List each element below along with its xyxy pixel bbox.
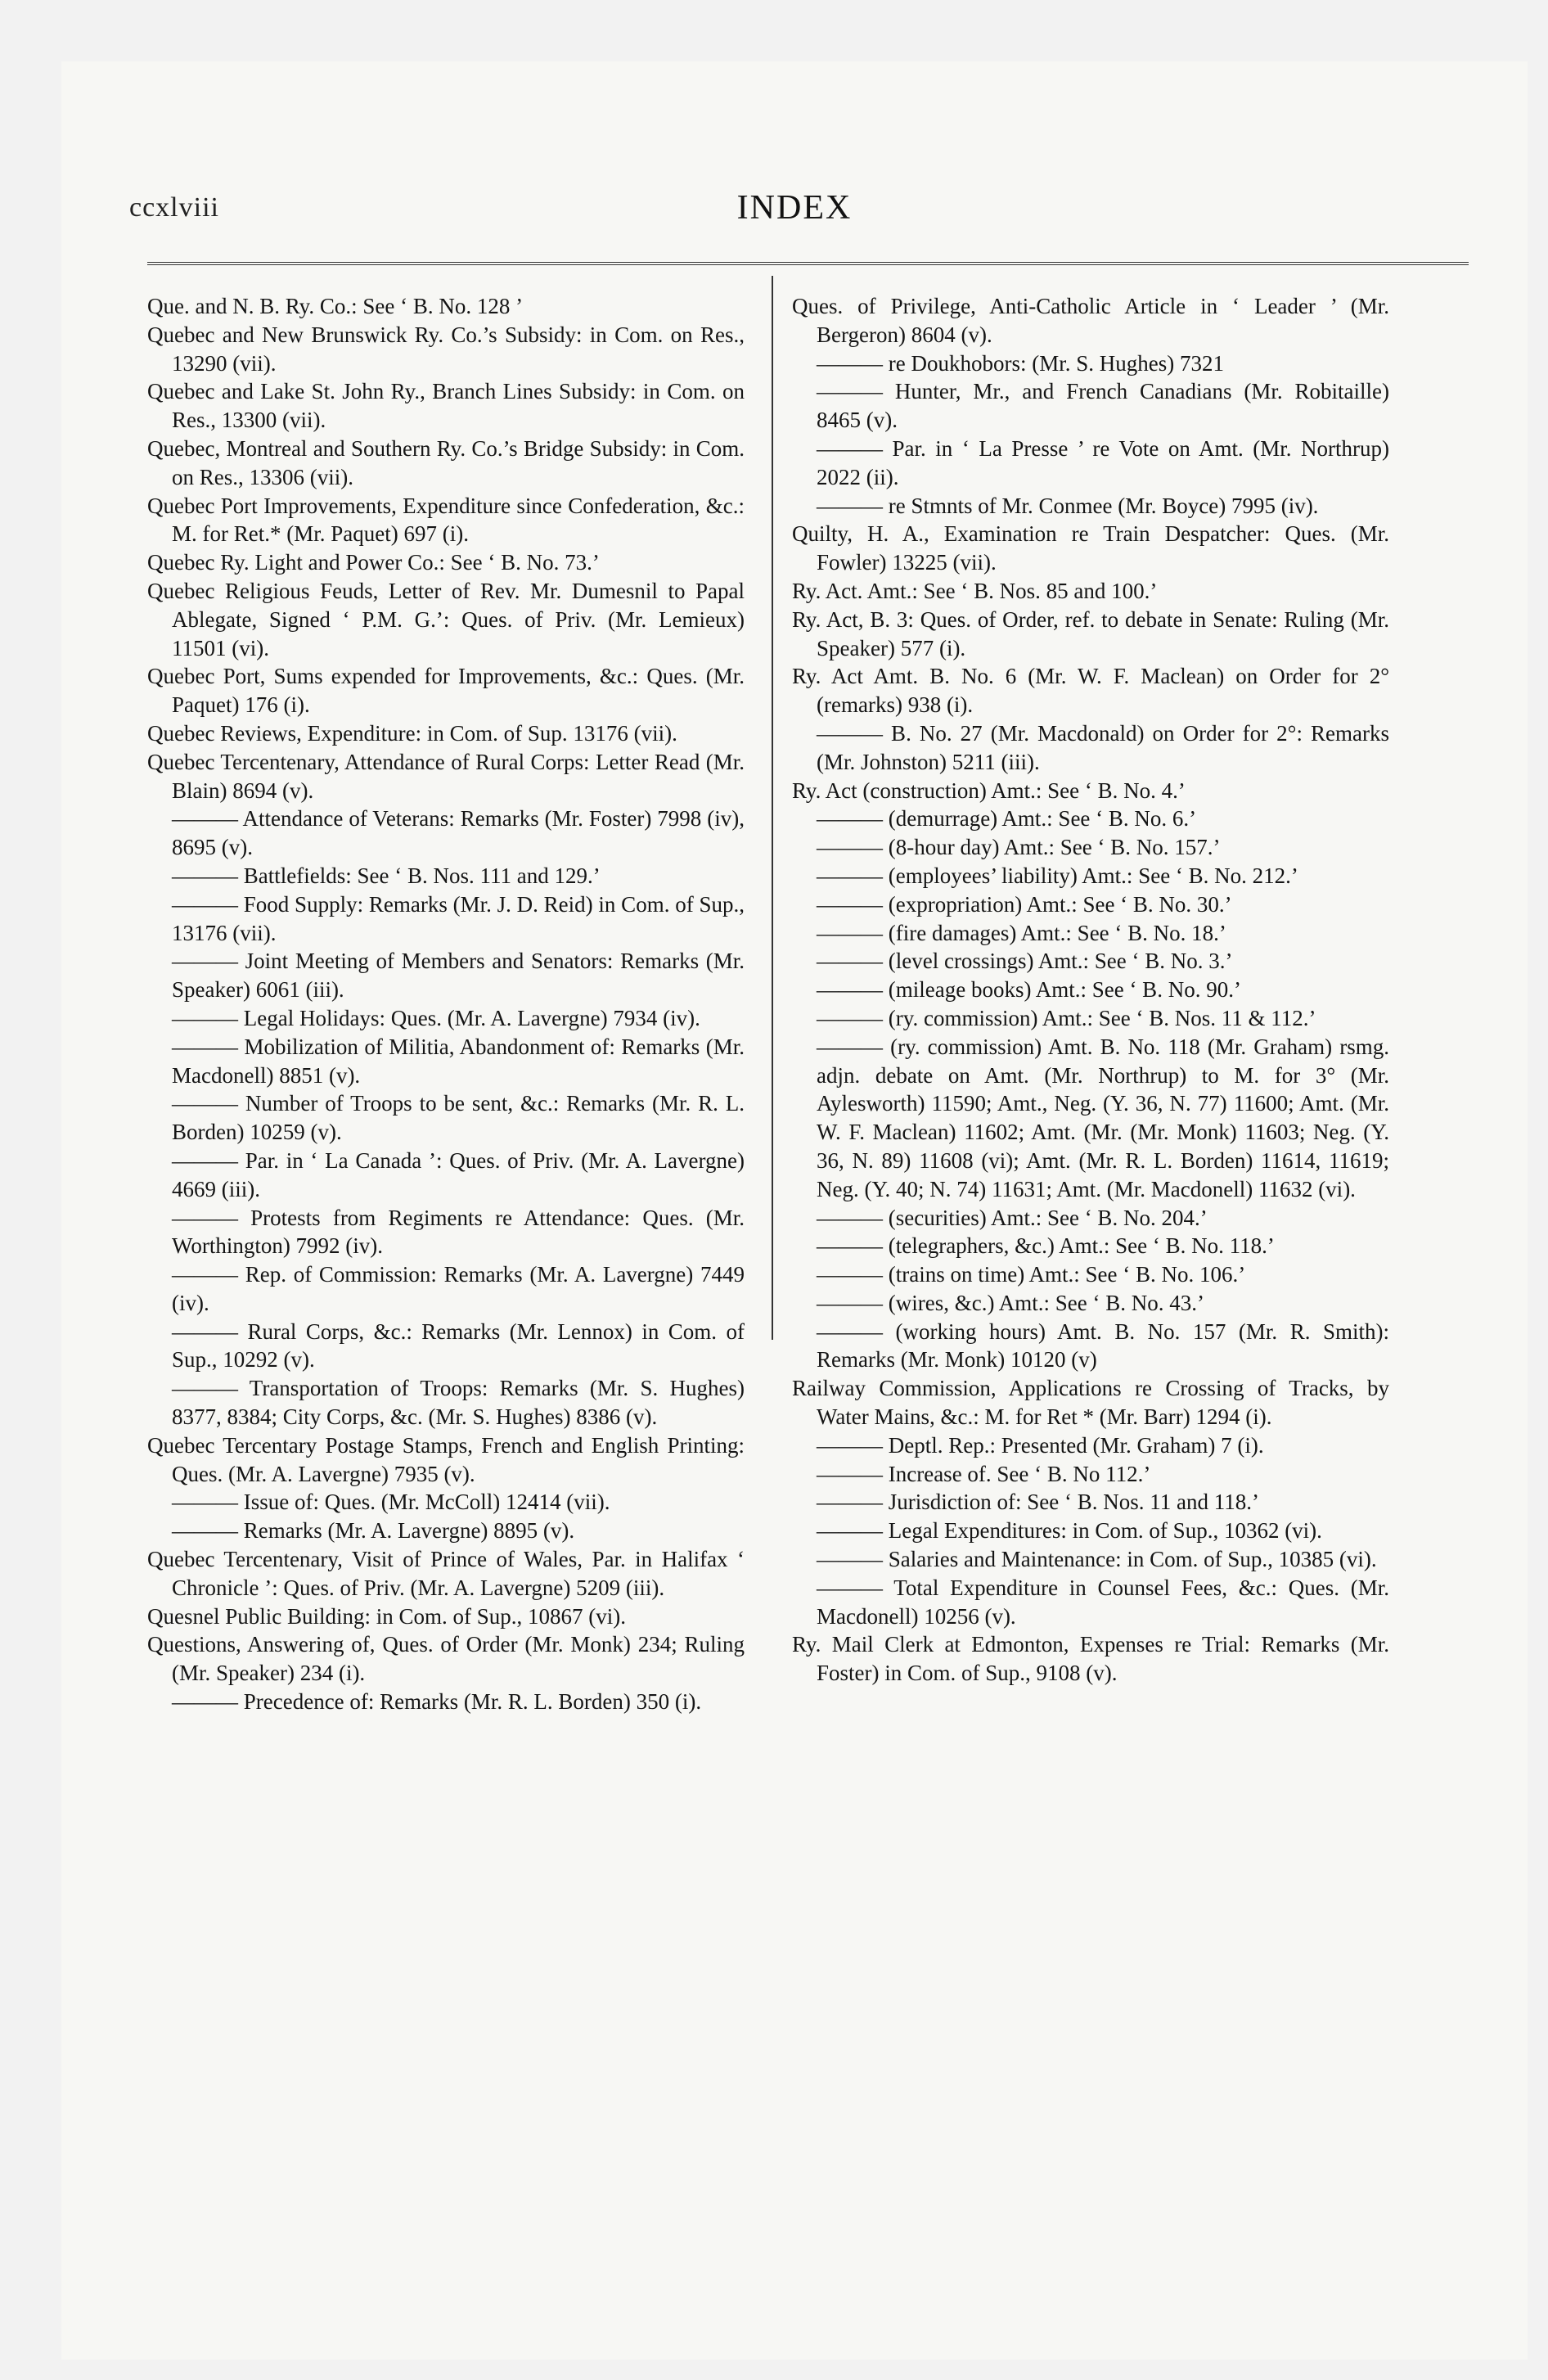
index-entry: ——— (wires, &c.) Amt.: See ‘ B. No. 43.’ [817, 1290, 1204, 1315]
index-entry: Que. and N. B. Ry. Co.: See ‘ B. No. 128 ’ [147, 294, 524, 318]
index-entry: ——— Protests from Regiments re Attendance: Ques. (Mr. Worthington) 7992 (iv). [172, 1205, 745, 1259]
index-entry: Railway Commission, Applications re Crossing of Tracks, by Water Mains, &c.: M. for Ret * (Mr. Barr) 1294 (i). [792, 1376, 1389, 1430]
index-entry: ——— Rep. of Commission: Remarks (Mr. A. Lavergne) 7449 (iv). [172, 1262, 745, 1315]
index-entry: ——— Par. in ‘ La Canada ’: Ques. of Priv. (Mr. A. Lavergne) 4669 (iii). [172, 1147, 745, 1201]
index-entry: Quilty, H. A., Examination re Train Despatcher: Ques. (Mr. Fowler) 13225 (vii). [792, 521, 1389, 575]
index-entry: ——— Par. in ‘ La Presse ’ re Vote on Amt. (Mr. Northrup) 2022 (ii). [817, 435, 1389, 489]
index-entry: ——— Remarks (Mr. A. Lavergne) 8895 (v). [172, 1518, 575, 1544]
index-entry: Quebec Ry. Light and Power Co.: See ‘ B. No. 73.’ [147, 550, 600, 575]
index-entry: Quebec Tercentenary, Attendance of Rural Corps: Letter Read (Mr. Blain) 8694 (v). [147, 749, 745, 803]
page-title: INDEX [736, 189, 853, 227]
index-entry: ——— (trains on time) Amt.: See ‘ B. No. 106.’ [817, 1262, 1246, 1287]
index-entry: ——— Jurisdiction of: See ‘ B. Nos. 11 and 118.’ [817, 1490, 1259, 1515]
index-entry: ——— Precedence of: Remarks (Mr. R. L. Borden) 350 (i). [172, 1689, 702, 1715]
index-entry: ——— Deptl. Rep.: Presented (Mr. Graham) 7 (i). [817, 1432, 1264, 1458]
index-entry: Ry. Act, B. 3: Ques. of Order, ref. to debate in Senate: Ruling (Mr. Speaker) 577 (i). [792, 606, 1389, 660]
index-entry: ——— Legal Holidays: Ques. (Mr. A. Lavergne) 7934 (iv). [172, 1005, 700, 1030]
right-column [792, 292, 1389, 1688]
index-entry: Quebec Reviews, Expenditure: in Com. of Sup. 13176 (vii). [147, 720, 677, 746]
index-entry: ——— (ry. commission) Amt.: See ‘ B. Nos. 11 & 112.’ [817, 1005, 1316, 1030]
index-entry: ——— Rural Corps, &c.: Remarks (Mr. Lennox) in Com. of Sup., 10292 (v). [172, 1318, 745, 1373]
index-entry: Quebec Port Improvements, Expenditure since Confederation, &c.: M. for Ret.* (Mr. Paquet) 697 (i). [147, 493, 745, 547]
index-entry: ——— Battlefields: See ‘ B. Nos. 111 and 129.’ [172, 863, 601, 888]
column-divider [772, 276, 773, 1340]
index-entry: ——— (8-hour day) Amt.: See ‘ B. No. 157.’ [817, 835, 1221, 860]
index-entry: Quesnel Public Building: in Com. of Sup., 10867 (vi). [147, 1603, 626, 1629]
index-entry: ——— Legal Expenditures: in Com. of Sup., 10362 (vi). [817, 1518, 1322, 1544]
index-entry: ——— Hunter, Mr., and French Canadians (Mr. Robitaille) 8465 (v). [817, 379, 1389, 433]
index-entry: ——— (telegraphers, &c.) Amt.: See ‘ B. No. 118.’ [817, 1233, 1275, 1259]
index-entry: ——— (ry. commission) Amt. B. No. 118 (Mr. Graham) rsmg. adjn. debate on Amt. (Mr. Northrup) to M. for 3° (Mr. Aylesworth) 11590; Amt., Neg. (Y. 36, N. 77) 11600; Amt. (Mr. W. F. Maclean) 11602; Amt. (Mr. (Mr. Monk) 11603; Neg. (Y. 36, N. 89) 11608 (vi); Amt. (Mr. R. L. Borden) 11614, 11619; Neg. (Y. 40; N. 74) 11631; Amt. (Mr. Macdonell) 11632 (vi). [817, 1034, 1389, 1201]
index-entry: ——— Food Supply: Remarks (Mr. J. D. Reid) in Com. of Sup., 13176 (vii). [172, 891, 745, 945]
index-entry: Quebec Tercentary Postage Stamps, French and English Printing: Ques. (Mr. A. Lavergne) 7935 (v). [147, 1432, 745, 1486]
index-entry: Quebec and Lake St. John Ry., Branch Lines Subsidy: in Com. on Res., 13300 (vii). [147, 379, 745, 433]
index-entry: ——— Attendance of Veterans: Remarks (Mr. Foster) 7998 (iv), 8695 (v). [172, 806, 745, 860]
left-column [147, 292, 745, 1716]
index-entry: ——— (level crossings) Amt.: See ‘ B. No. 3.’ [817, 949, 1233, 974]
index-entry: Quebec Tercentenary, Visit of Prince of Wales, Par. in Halifax ‘ Chronicle ’: Ques. of Priv. (Mr. A. Lavergne) 5209 (iii). [147, 1547, 745, 1600]
index-entry: Quebec, Montreal and Southern Ry. Co.’s Bridge Subsidy: in Com. on Res., 13306 (vii). [147, 435, 745, 489]
index-entry: ——— Transportation of Troops: Remarks (Mr. S. Hughes) 8377, 8384; City Corps, &c. (Mr. S. Hughes) 8386 (v). [172, 1376, 745, 1430]
index-entry: ——— (expropriation) Amt.: See ‘ B. No. 30.’ [817, 891, 1232, 917]
page-number: ccxlviii [129, 192, 219, 223]
index-entry: ——— (demurrage) Amt.: See ‘ B. No. 6.’ [817, 806, 1197, 832]
index-entry: ——— (working hours) Amt. B. No. 157 (Mr. R. Smith): Remarks (Mr. Monk) 10120 (v) [817, 1318, 1389, 1373]
index-entry: Quebec and New Brunswick Ry. Co.’s Subsidy: in Com. on Res., 13290 (vii). [147, 322, 745, 376]
header-rule [147, 262, 1469, 265]
index-entry: ——— Number of Troops to be sent, &c.: Remarks (Mr. R. L. Borden) 10259 (v). [172, 1091, 745, 1145]
index-entry: ——— (employees’ liability) Amt.: See ‘ B. No. 212.’ [817, 863, 1298, 888]
index-entry: ——— Increase of. See ‘ B. No 112.’ [817, 1461, 1151, 1486]
index-entry: Quebec Religious Feuds, Letter of Rev. Mr. Dumesnil to Papal Ablegate, Signed ‘ P.M. G.’: Ques. of Priv. (Mr. Lemieux) 11501 (vi). [147, 578, 745, 660]
index-entry: Quebec Port, Sums expended for Improvements, &c.: Ques. (Mr. Paquet) 176 (i). [147, 664, 745, 718]
index-entry: ——— B. No. 27 (Mr. Macdonald) on Order for 2°: Remarks (Mr. Johnston) 5211 (iii). [817, 720, 1389, 774]
index-entry: Ry. Mail Clerk at Edmonton, Expenses re Trial: Remarks (Mr. Foster) in Com. of Sup., 9108 (v). [792, 1632, 1389, 1686]
index-entry: ——— Salaries and Maintenance: in Com. of Sup., 10385 (vi). [817, 1547, 1377, 1572]
index-entry: Ry. Act (construction) Amt.: See ‘ B. No. 4.’ [792, 778, 1186, 803]
index-entry: Questions, Answering of, Ques. of Order (Mr. Monk) 234; Ruling (Mr. Speaker) 234 (i). [147, 1632, 745, 1686]
index-page [61, 61, 1528, 2360]
index-entry: ——— re Stmnts of Mr. Conmee (Mr. Boyce) 7995 (iv). [817, 493, 1319, 518]
index-entry: ——— Mobilization of Militia, Abandonment of: Remarks (Mr. Macdonell) 8851 (v). [172, 1034, 745, 1088]
index-entry: ——— (mileage books) Amt.: See ‘ B. No. 90.’ [817, 977, 1241, 1003]
index-entry: ——— Joint Meeting of Members and Senators: Remarks (Mr. Speaker) 6061 (iii). [172, 949, 745, 1003]
index-entry: ——— (fire damages) Amt.: See ‘ B. No. 18.’ [817, 920, 1226, 945]
index-entry: ——— Issue of: Ques. (Mr. McColl) 12414 (vii). [172, 1490, 610, 1515]
index-entry: Ques. of Privilege, Anti-Catholic Article in ‘ Leader ’ (Mr. Bergeron) 8604 (v). [792, 294, 1389, 347]
index-entry: ——— Total Expenditure in Counsel Fees, &c.: Ques. (Mr. Macdonell) 10256 (v). [817, 1575, 1389, 1629]
index-entry: ——— re Doukhobors: (Mr. S. Hughes) 7321 [817, 350, 1224, 376]
index-entry: Ry. Act. Amt.: See ‘ B. Nos. 85 and 100.’ [792, 578, 1158, 603]
index-entry: Ry. Act Amt. B. No. 6 (Mr. W. F. Maclean) on Order for 2° (remarks) 938 (i). [792, 664, 1389, 718]
index-entry: ——— (securities) Amt.: See ‘ B. No. 204.’ [817, 1205, 1208, 1230]
